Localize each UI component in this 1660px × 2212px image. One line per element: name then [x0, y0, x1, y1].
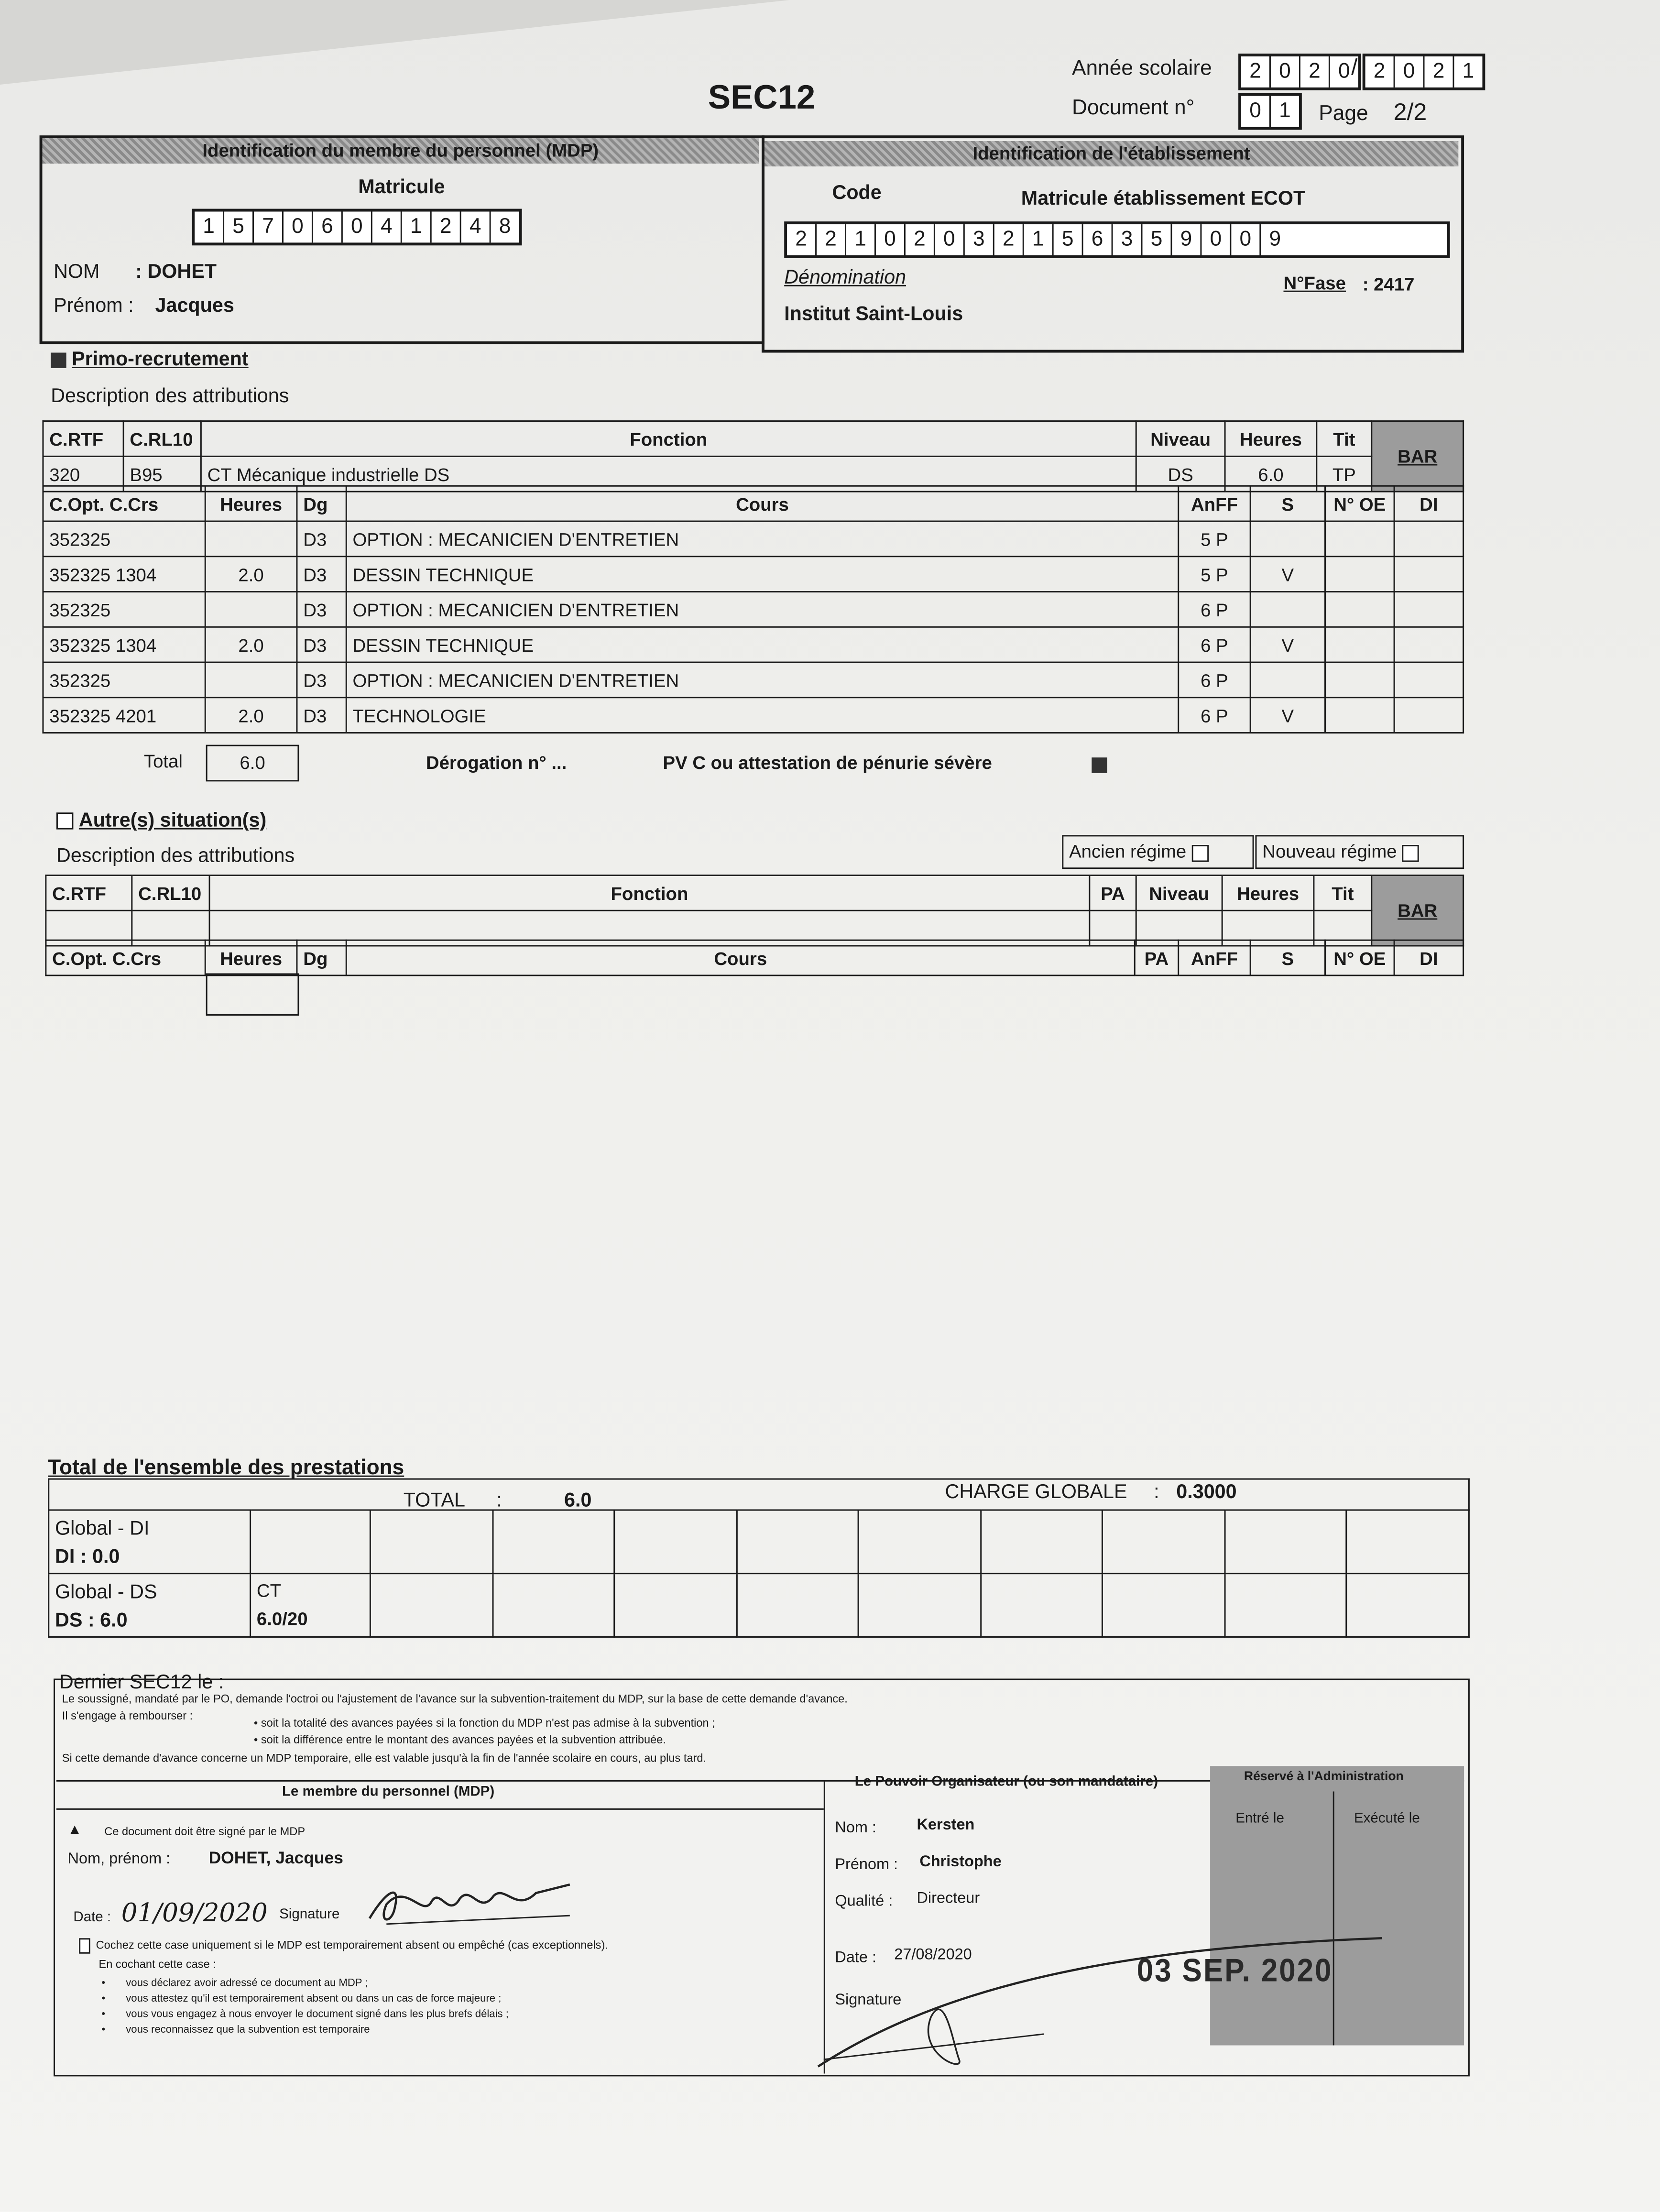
coche-1-text: Cochez cette case uniquement si le MDP est temporairement absent ou empêché (cas exceptionnels).: [96, 1939, 608, 1952]
year-slash: /: [1351, 56, 1358, 81]
digit: 7: [254, 212, 284, 243]
table-row: [43, 521, 1463, 557]
cell: [205, 592, 297, 627]
cell: V: [1250, 557, 1325, 592]
cell: CT Mécanique industrielle DS: [201, 456, 1136, 492]
cell: 6 P: [1179, 662, 1250, 698]
digit: 5: [224, 212, 254, 243]
cell: [1347, 1510, 1469, 1574]
digit: 6: [313, 212, 343, 243]
po-nom-label: Nom :: [835, 1819, 876, 1837]
cell: [1325, 592, 1395, 627]
cell: 320: [43, 456, 123, 492]
ct-cell: [251, 1574, 371, 1637]
cell: 5 P: [1179, 521, 1250, 557]
po-signature-label: Signature: [835, 1992, 902, 2009]
po-qualite-label: Qualité :: [835, 1893, 893, 1910]
total-value-2: 6.0: [564, 1488, 592, 1511]
cell: [1103, 1574, 1224, 1637]
primo-cours-table: [43, 485, 1464, 734]
digit: 9: [1269, 227, 1281, 252]
table-row: [49, 1574, 1469, 1637]
cell: V: [1250, 627, 1325, 662]
document-label: Document n°: [1072, 96, 1195, 120]
digit: 0: [935, 224, 965, 255]
cell: [251, 1510, 371, 1574]
th-niveau: Niveau: [1136, 875, 1222, 910]
annee-to: [1363, 54, 1485, 90]
po-prenom-value: Christophe: [919, 1853, 1002, 1871]
code-label: Code: [832, 180, 882, 203]
document-no: [1238, 93, 1302, 130]
cell: [1394, 557, 1463, 592]
cell: 352325 1304: [43, 627, 205, 662]
th-noe: N° OE: [1325, 940, 1395, 975]
th-crl10: C.RL10: [132, 875, 209, 910]
charge-sep: :: [1154, 1479, 1159, 1502]
th-heures: Heures: [1225, 421, 1317, 457]
digit: 3: [1113, 224, 1143, 255]
cell: [736, 1574, 858, 1637]
cell: DS: [1136, 456, 1225, 492]
table-header-row: [43, 421, 1463, 457]
cell: TP: [1317, 456, 1372, 492]
th-bar: BAR: [1372, 421, 1463, 492]
po-signature-icon: [790, 1918, 1410, 2074]
digit: 1: [195, 212, 224, 243]
nom-label: NOM: [54, 259, 100, 282]
th-dg: Dg: [297, 940, 346, 975]
digit: 1: [1279, 99, 1291, 123]
annee-from: [1238, 54, 1361, 90]
th-heures: Heures: [205, 940, 297, 975]
cell: [1250, 521, 1325, 557]
digit: 2: [994, 224, 1024, 255]
cell: [370, 1510, 492, 1574]
table-header-row: [43, 486, 1463, 521]
th-cours: Cours: [346, 486, 1179, 521]
autres-fonction-table: [45, 875, 1464, 946]
table-header-row: [46, 940, 1463, 975]
cell: 352325: [43, 662, 205, 698]
primo-fonction-table: [43, 420, 1464, 492]
digit: 3: [965, 224, 994, 255]
nfase-value: : 2417: [1362, 274, 1415, 295]
cell: 6 P: [1179, 627, 1250, 662]
code-digits: [784, 221, 1450, 258]
totals-title: Total de l'ensemble des prestations: [48, 1456, 404, 1480]
digit: 8: [499, 214, 511, 239]
table-row: [43, 698, 1463, 733]
digit: 4: [372, 212, 402, 243]
cell: [1325, 627, 1395, 662]
po-date-label: Date :: [835, 1949, 877, 1967]
page-label: Page: [1319, 101, 1368, 126]
digit: 9: [1172, 224, 1201, 255]
th-pa: PA: [1135, 940, 1178, 975]
total-value: 6.0: [206, 745, 299, 782]
cell: [1394, 627, 1463, 662]
cell: DESSIN TECHNIQUE: [346, 627, 1179, 662]
th-niveau: Niveau: [1136, 421, 1225, 457]
admin-col1: Entré le: [1235, 1811, 1284, 1827]
mdp-title: Identification du membre du personnel (MDP): [43, 138, 759, 164]
digit: 2: [432, 212, 461, 243]
th-s: S: [1250, 486, 1325, 521]
ancien-regime: [1062, 835, 1254, 869]
cell: B95: [123, 456, 201, 492]
bullet-item: • vous reconnaissez que la subvention est temporaire: [101, 2023, 370, 2036]
cell: D3: [297, 592, 346, 627]
cell: [1394, 662, 1463, 698]
nom-value: : DOHET: [135, 259, 217, 282]
th-dg: Dg: [297, 486, 346, 521]
cell: 2.0: [205, 627, 297, 662]
bullet-text: vous vous engagez à nous envoyer le document signé dans les plus brefs délais ;: [126, 2007, 509, 2020]
autres-total-box: [206, 974, 299, 1016]
th-crtf: C.RTF: [43, 421, 123, 457]
doc-code: SEC12: [708, 79, 816, 117]
nouveau-label: Nouveau régime: [1262, 841, 1397, 862]
th-anff: AnFF: [1179, 486, 1250, 521]
cell: [1394, 592, 1463, 627]
cell: [859, 1574, 981, 1637]
legal-2: Il s'engage à rembourser :: [62, 1709, 193, 1722]
po-date-value: 27/08/2020: [894, 1947, 972, 1964]
nouveau-regime: [1256, 835, 1464, 869]
cell: [370, 1574, 492, 1637]
nouveau-checkbox-icon[interactable]: [1402, 844, 1419, 861]
th-crl10: C.RL10: [123, 421, 201, 457]
cell: 6.0: [1225, 456, 1317, 492]
admin-col2: Exécuté le: [1354, 1811, 1420, 1827]
total-label: Total: [143, 750, 183, 772]
cell: [614, 1510, 736, 1574]
digit: 0: [1241, 96, 1271, 127]
cell: [1103, 1510, 1224, 1574]
table-header-row: [46, 875, 1463, 910]
cell: [1325, 698, 1395, 733]
cell: [1347, 1574, 1469, 1637]
cell: [981, 1510, 1103, 1574]
coche-2: En cochant cette case :: [98, 1958, 216, 1971]
cell: [859, 1510, 981, 1574]
th-anff: AnFF: [1179, 940, 1250, 975]
digit: 0: [1338, 59, 1350, 84]
cell: 352325: [43, 521, 205, 557]
cell: 2.0: [205, 698, 297, 733]
digit: 5: [1143, 224, 1172, 255]
autres-cours-table: [45, 940, 1464, 976]
bullet-item: • vous déclarez avoir adressé ce document au MDP ;: [101, 1976, 368, 1989]
nfase-label: N°Fase: [1283, 272, 1346, 294]
page-value: 2/2: [1393, 99, 1427, 126]
digit: 5: [1054, 224, 1083, 255]
denomination-value: Institut Saint-Louis: [784, 302, 963, 325]
digit: 2: [1425, 56, 1454, 88]
cell: [205, 521, 297, 557]
cell: [1225, 1510, 1347, 1574]
autres-desc: Description des attributions: [56, 843, 295, 866]
digit: 0: [1201, 224, 1231, 255]
dernier-label: Dernier SEC12 le :: [59, 1670, 224, 1693]
th-tit: Tit: [1317, 421, 1372, 457]
cell: 6 P: [1179, 698, 1250, 733]
legal-4: • soit la différence entre le montant des avances payées et la subvention attribuée.: [254, 1733, 666, 1747]
cell: [492, 1574, 614, 1637]
th-noe: N° OE: [1325, 486, 1395, 521]
cell: [981, 1574, 1103, 1637]
ecot-label: Matricule établissement ECOT: [1021, 186, 1306, 209]
ct-value: 6.0/20: [256, 1608, 308, 1630]
th-fonction: Fonction: [209, 875, 1090, 910]
cell: 5 P: [1179, 557, 1250, 592]
cell: DESSIN TECHNIQUE: [346, 557, 1179, 592]
coche-checkbox-icon[interactable]: [79, 1938, 90, 1953]
po-nom-value: Kersten: [917, 1817, 975, 1834]
th-crtf: C.RTF: [46, 875, 132, 910]
global-di-cell: [49, 1510, 251, 1574]
ct-label: CT: [256, 1580, 282, 1601]
digit: 0: [876, 224, 906, 255]
cell: OPTION : MECANICIEN D'ENTRETIEN: [346, 592, 1179, 627]
po-prenom-label: Prénom :: [835, 1856, 898, 1873]
primo-title-row: [51, 347, 248, 370]
total-sep: :: [496, 1488, 502, 1511]
legal-5: Si cette demande d'avance concerne un MDP temporaire, elle est valable jusqu'à la fin de l'année scolaire en cours, au plus tard.: [62, 1752, 707, 1765]
pvc-checked-icon: [1092, 753, 1107, 778]
digit: 2: [906, 224, 935, 255]
warning-icon: ▲: [67, 1822, 82, 1838]
global-ds-cell: [49, 1574, 251, 1637]
totals-header: [48, 1478, 1470, 1511]
mdp-signature-icon: [358, 1876, 584, 1933]
totals-grid: [48, 1510, 1470, 1638]
cell: D3: [297, 627, 346, 662]
cell: D3: [297, 557, 346, 592]
table-row: [43, 592, 1463, 627]
bullet-text: vous reconnaissez que la subvention est temporaire: [126, 2023, 370, 2036]
coche-1: [79, 1938, 608, 1953]
table-row: [43, 627, 1463, 662]
cell: [736, 1510, 858, 1574]
digit: 6: [1083, 224, 1113, 255]
autres-title: Autre(s) situation(s): [78, 808, 267, 831]
legal-1: Le soussigné, mandaté par le PO, demande l'octroi ou l'ajustement de l'avance sur la subvention-traitement du MDP, sur la base de cette demande d'avance.: [62, 1693, 848, 1706]
ancien-label: Ancien régime: [1069, 841, 1187, 862]
th-fonction: Fonction: [201, 421, 1136, 457]
cell: TECHNOLOGIE: [346, 698, 1179, 733]
cell: [1250, 592, 1325, 627]
cell: [1394, 698, 1463, 733]
digit: 2: [787, 224, 817, 255]
digit: 4: [461, 212, 491, 243]
prenom-label: Prénom :: [54, 293, 134, 316]
matricule-label: Matricule: [358, 175, 445, 197]
digit: 0: [284, 212, 313, 243]
mdp-note: Ce document doit être signé par le MDP: [104, 1825, 306, 1838]
prenom-value: Jacques: [155, 293, 234, 316]
cell: [205, 662, 297, 698]
global-ds-label: Global - DS: [55, 1580, 157, 1603]
folded-corner: [0, 0, 790, 85]
received-stamp: 03 SEP. 2020: [1136, 1953, 1333, 1989]
legal-3: • soit la totalité des avances payées si la fonction du MDP n'est pas admise à la subvention ;: [254, 1717, 715, 1730]
global-di-value: DI : 0.0: [55, 1544, 120, 1567]
th-pa: PA: [1090, 875, 1136, 910]
cell: 6 P: [1179, 592, 1250, 627]
cell: [614, 1574, 736, 1637]
nom-prenom-label: Nom, prénom :: [67, 1851, 171, 1868]
matricule-digits: [192, 209, 522, 246]
cell: [1394, 521, 1463, 557]
digit: 1: [402, 212, 432, 243]
global-di-label: Global - DI: [55, 1516, 150, 1539]
denomination-label: Dénomination: [784, 265, 906, 288]
cell: [1325, 662, 1395, 698]
digit: 1: [1462, 59, 1474, 84]
cell: [1250, 662, 1325, 698]
signature-label: Signature: [279, 1907, 340, 1923]
th-cours: Cours: [346, 940, 1135, 975]
cell: OPTION : MECANICIEN D'ENTRETIEN: [346, 521, 1179, 557]
cell: 352325 4201: [43, 698, 205, 733]
digit: 0: [1231, 224, 1261, 255]
th-heures: Heures: [1222, 875, 1314, 910]
date-label: Date :: [73, 1910, 111, 1926]
pvc-label: PV C ou attestation de pénurie sévère: [663, 752, 992, 773]
cell: 352325 1304: [43, 557, 205, 592]
bullet-text: vous déclarez avoir adressé ce document au MDP ;: [126, 1976, 368, 1989]
date-value: 01/09/2020: [121, 1898, 268, 1928]
cell: 2.0: [205, 557, 297, 592]
bullet-item: • vous vous engagez à nous envoyer le document signé dans les plus brefs délais ;: [101, 2007, 509, 2020]
digit: 2: [1365, 56, 1395, 88]
digit: 2: [1300, 56, 1330, 88]
cell: [1325, 521, 1395, 557]
checkbox-icon[interactable]: [56, 813, 73, 830]
global-ds-value: DS : 6.0: [55, 1608, 128, 1631]
digit: 1: [1024, 224, 1054, 255]
digit: 0: [1395, 56, 1425, 88]
admin-title: Réservé à l'Administration: [1244, 1769, 1404, 1783]
table-row: [49, 1510, 1469, 1574]
table-row: [43, 557, 1463, 592]
po-title: Le Pouvoir Organisateur (ou son mandataire): [854, 1774, 1158, 1790]
digit: 0: [343, 212, 372, 243]
bullet-item: • vous attestez qu'il est temporairement absent ou dans un cas de force majeure ;: [101, 1992, 502, 2004]
th-copt: C.Opt. C.Crs: [46, 940, 205, 975]
cell: V: [1250, 698, 1325, 733]
po-qualite-value: Directeur: [917, 1890, 980, 1907]
th-tit: Tit: [1314, 875, 1372, 910]
cell: D3: [297, 698, 346, 733]
cell: D3: [297, 662, 346, 698]
th-bar: BAR: [1372, 875, 1463, 946]
digit: 1: [846, 224, 876, 255]
cell: [1225, 1574, 1347, 1637]
charge-label: CHARGE GLOBALE: [945, 1479, 1127, 1502]
table-row: [43, 662, 1463, 698]
checked-box-icon: [51, 352, 66, 368]
digit: 2: [817, 224, 846, 255]
primo-title: Primo-recrutement: [72, 347, 249, 370]
cell: D3: [297, 521, 346, 557]
th-di: DI: [1394, 486, 1463, 521]
cell: [1325, 557, 1395, 592]
th-di: DI: [1394, 940, 1463, 975]
divider: [56, 1808, 824, 1810]
cell: OPTION : MECANICIEN D'ENTRETIEN: [346, 662, 1179, 698]
th-copt: C.Opt. C.Crs: [43, 486, 205, 521]
charge-value: 0.3000: [1176, 1479, 1237, 1502]
th-heures: Heures: [205, 486, 297, 521]
nom-prenom-value: DOHET, Jacques: [208, 1848, 343, 1868]
primo-desc: Description des attributions: [51, 383, 289, 406]
digit: 2: [1241, 56, 1271, 88]
coche-bullets: [101, 1975, 508, 2037]
bullet-text: vous attestez qu'il est temporairement absent ou dans un cas de force majeure ;: [126, 1992, 502, 2004]
annee-scolaire-label: Année scolaire: [1072, 56, 1212, 81]
th-s: S: [1250, 940, 1325, 975]
digit: 0: [1271, 56, 1300, 88]
total-label-2: TOTAL: [403, 1488, 465, 1511]
ancien-checkbox-icon[interactable]: [1192, 844, 1209, 861]
cell: 352325: [43, 592, 205, 627]
mdp-sign-title: Le membre du personnel (MDP): [282, 1784, 495, 1800]
derogation: Dérogation n° ...: [426, 752, 567, 773]
cell: [492, 1510, 614, 1574]
etab-title: Identification de l'établissement: [764, 141, 1458, 166]
autres-title-row: [56, 808, 266, 831]
